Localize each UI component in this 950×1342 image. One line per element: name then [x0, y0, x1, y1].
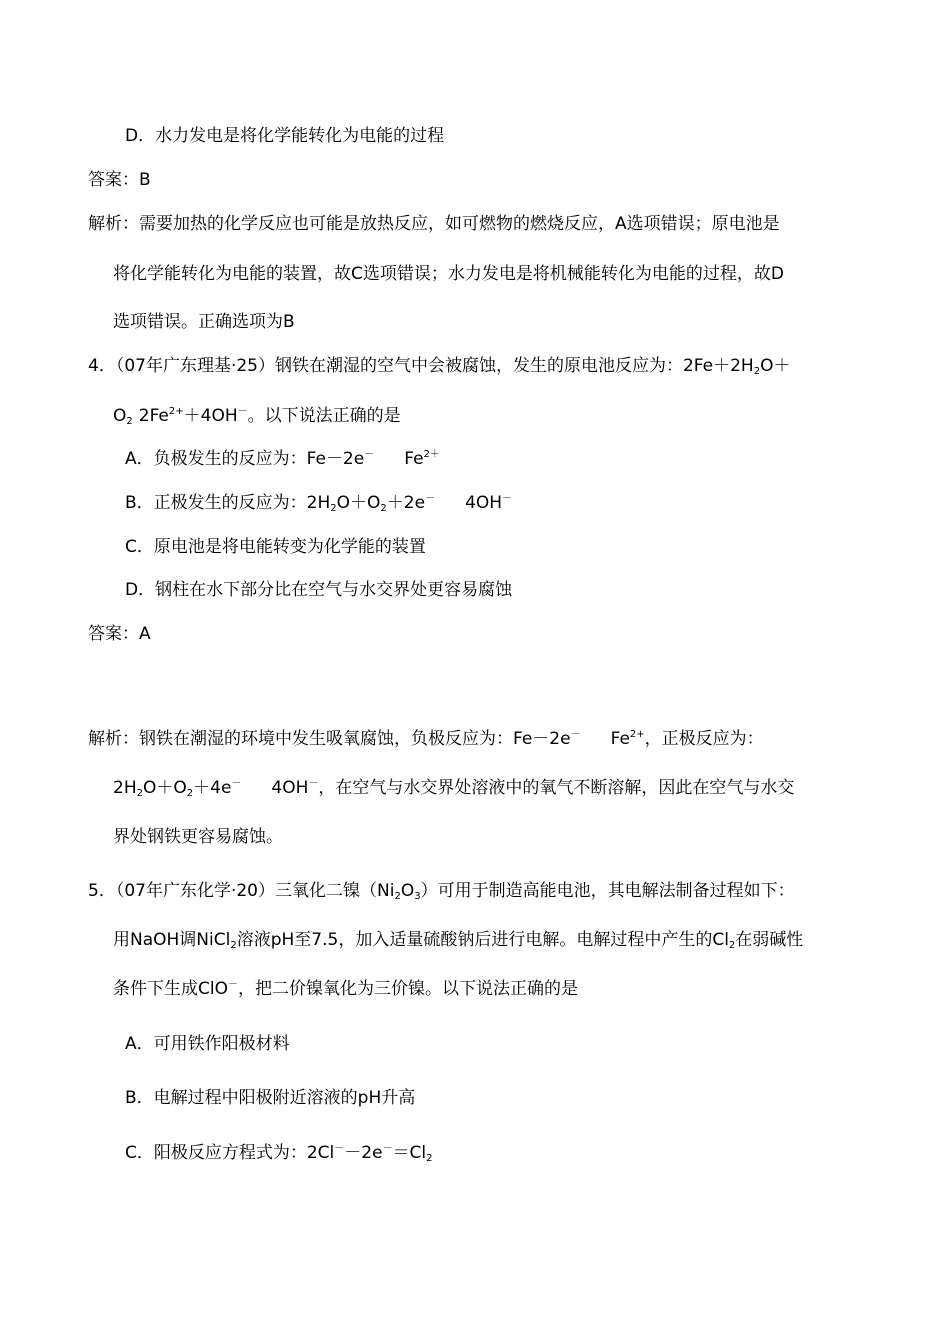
- q4-option-d: D．钢柱在水下部分比在空气与水交界处更容易腐蚀: [125, 580, 513, 600]
- q4-option-a: A．负极发生的反应为：Fe－2e－ $Fe^{2+}$: [125, 449, 440, 469]
- q4-stem-line-1: 4．（07年广东理基·25）钢铁在潮湿的空气中会被腐蚀，发生的原电池反应为：$2Fe+2H_2O+$: [88, 356, 791, 377]
- q5-option-b: B．电解过程中阳极附近溶液的pH升高: [125, 1088, 416, 1108]
- q5-option-c: C．阳极反应方程式为：$2Cl^--2e^-=Cl_2$: [125, 1143, 433, 1164]
- q5-stem-line-2: 用NaOH调NiCl$_2$溶液pH至7.5，加入适量硫酸钠后进行电解。电解过程中产生的$Cl_2$在弱碱性: [113, 930, 804, 951]
- q5-stem-line-1: 5．（07年广东化学·20）三氧化二镍$(Ni_2O_3)$可用于制造高能电池，其电解法制备过程如下：: [88, 881, 795, 902]
- q5-option-a: A．可用铁作阳极材料: [125, 1034, 290, 1054]
- q4-explanation-line-2: $2H_2O+O_2+4e^-$ 4OH－，在空气与水交界处溶液中的氧气不断溶解，因此在空气与水交: [113, 778, 795, 799]
- q3-explanation-line-2: 将化学能转化为电能的装置，故C选项错误；水力发电是将机械能转化为电能的过程，故D: [113, 264, 784, 284]
- q4-explanation-line-1: 解析：钢铁在潮湿的环境中发生吸氧腐蚀，负极反应为：Fe－2e－ $Fe^{2+}$，正极反应为：: [88, 729, 764, 749]
- q3-explanation-line-1: 解析：需要加热的化学反应也可能是放热反应，如可燃物的燃烧反应，A选项错误；原电池是: [88, 214, 780, 234]
- q4-explanation-line-3: 界处钢铁更容易腐蚀。: [113, 827, 283, 847]
- q3-explanation-line-3: 选项错误。正确选项为B: [113, 312, 295, 332]
- q4-option-b: B．正极发生的反应为：$2H_2O+O_2+2e^-$ 4OH－: [125, 493, 513, 514]
- q4-stem-line-2: $O_2$ $2Fe^{2+}+4OH^-$。以下说法正确的是: [113, 406, 401, 427]
- prev-option-d: D．水力发电是将化学能转化为电能的过程: [125, 126, 445, 146]
- q4-answer: 答案：A: [88, 624, 151, 644]
- q5-stem-line-3: 条件下生成ClO－，把二价镍氧化为三价镍。以下说法正确的是: [113, 979, 578, 999]
- q4-option-c: C．原电池是将电能转变为化学能的装置: [125, 537, 426, 557]
- q3-answer: 答案：B: [88, 170, 151, 190]
